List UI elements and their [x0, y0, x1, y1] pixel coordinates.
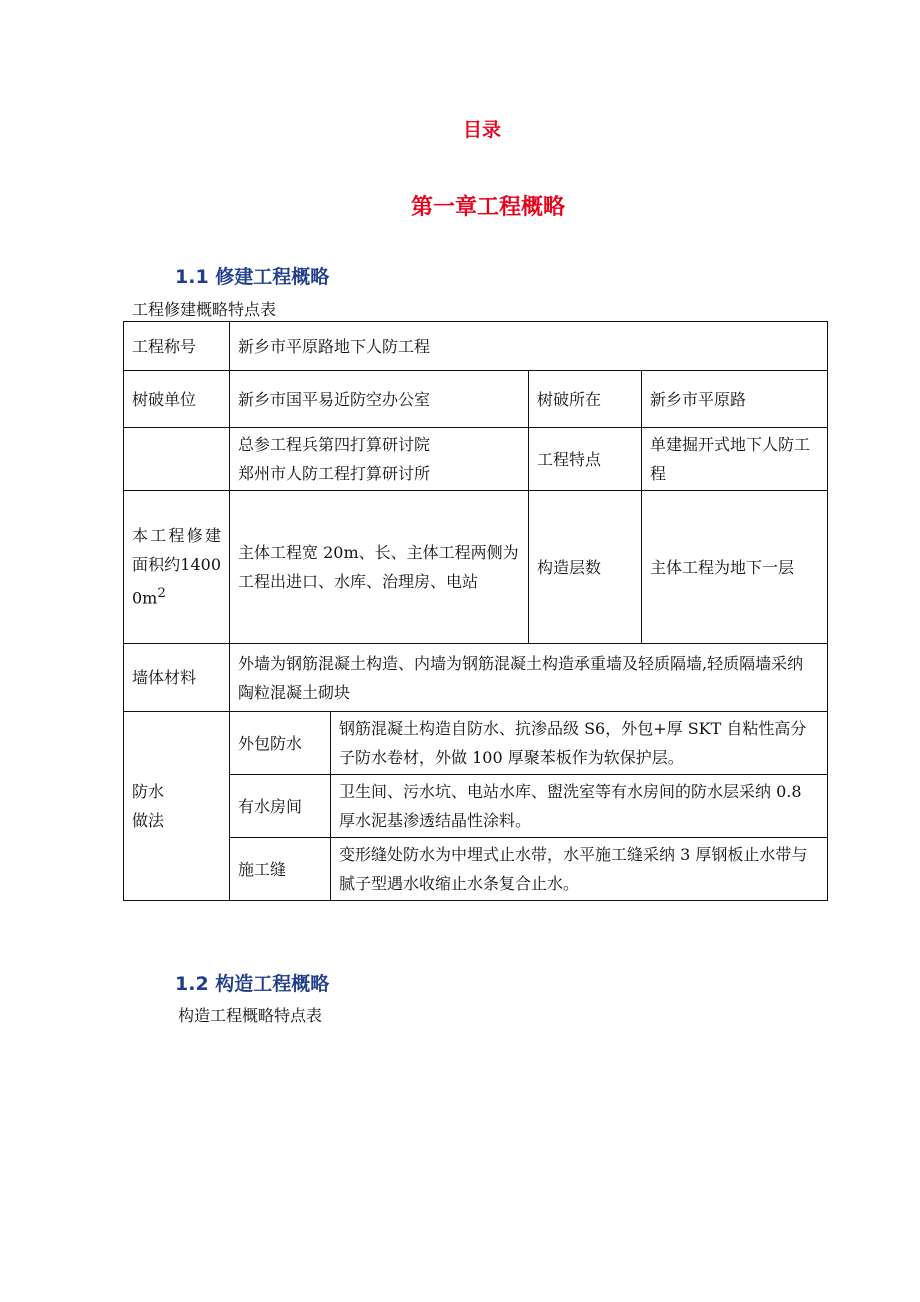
wp-wet-label: 有水房间 — [230, 775, 331, 838]
location-value: 新乡市平原路 — [642, 371, 828, 428]
design-label — [124, 428, 230, 491]
unit-label: 树破单位 — [124, 371, 230, 428]
features-value: 单建掘开式地下人防工程 — [642, 428, 828, 491]
section-heading-1-1: 1.1 修建工程概略 — [175, 266, 330, 288]
design-line-1: 总参工程兵第四打算研讨院 — [238, 435, 431, 454]
chapter-title: 第一章工程概略 — [410, 195, 565, 220]
building-overview-table — [123, 321, 828, 901]
layers-value: 主体工程为地下一层 — [642, 491, 828, 644]
wall-value: 外墙为钢筋混凝土构造、内墙为钢筋混凝土构造承重墙及轻质隔墙,轻质隔墙采纳陶粒混凝土砌块 — [230, 644, 828, 712]
area-description: 主体工程宽 20m、长、主体工程两侧为工程出进口、水库、治理房、电站 — [230, 491, 529, 644]
table-row — [124, 775, 828, 838]
waterproof-label — [124, 712, 230, 901]
table-caption-structure: 构造工程概略特点表 — [178, 1006, 323, 1025]
wp-joint-label: 施工缝 — [230, 838, 331, 901]
table-row — [124, 428, 828, 491]
design-value — [230, 428, 529, 491]
toc-title: 目录 — [462, 119, 501, 141]
wp-joint-value: 变形缝处防水为中埋式止水带，水平施工缝采纳 3 厚钢板止水带与腻子型遇水收缩止水条复合止水。 — [331, 838, 828, 901]
table-row — [124, 712, 828, 775]
location-label: 树破所在 — [529, 371, 642, 428]
layers-label: 构造层数 — [529, 491, 642, 644]
project-name-value: 新乡市平原路地下人防工程 — [230, 322, 828, 371]
section-heading-1-2: 1.2 构造工程概略 — [175, 973, 330, 995]
wp-wet-value: 卫生间、污水坑、电站水库、盥洗室等有水房间的防水层采纳 0.8 厚水泥基渗透结晶性涂料。 — [331, 775, 828, 838]
waterproof-label-line-1: 防水 — [132, 782, 165, 801]
design-line-2: 郑州市人防工程打算研讨所 — [238, 464, 431, 483]
area-unit-superscript: 2 — [157, 586, 166, 602]
area-label — [124, 491, 230, 644]
area-number: 14000m — [132, 555, 221, 608]
unit-value: 新乡市国平易近防空办公室 — [230, 371, 529, 428]
table-row — [124, 322, 828, 371]
table-row — [124, 371, 828, 428]
wp-outer-label: 外包防水 — [230, 712, 331, 775]
table-row — [124, 644, 828, 712]
project-name-label: 工程称号 — [124, 322, 230, 371]
wp-outer-value: 钢筋混凝土构造自防水、抗渗品级 S6，外包+厚 SKT 自粘性高分子防水卷材，外做 100 厚聚苯板作为软保护层。 — [331, 712, 828, 775]
table-row — [124, 838, 828, 901]
table-row — [124, 491, 828, 644]
wall-label: 墙体材料 — [124, 644, 230, 712]
table-caption-building: 工程修建概略特点表 — [132, 300, 277, 319]
waterproof-label-line-2: 做法 — [132, 811, 165, 830]
area-label-text: 本工程修建面积约 — [132, 526, 221, 575]
features-label: 工程特点 — [529, 428, 642, 491]
